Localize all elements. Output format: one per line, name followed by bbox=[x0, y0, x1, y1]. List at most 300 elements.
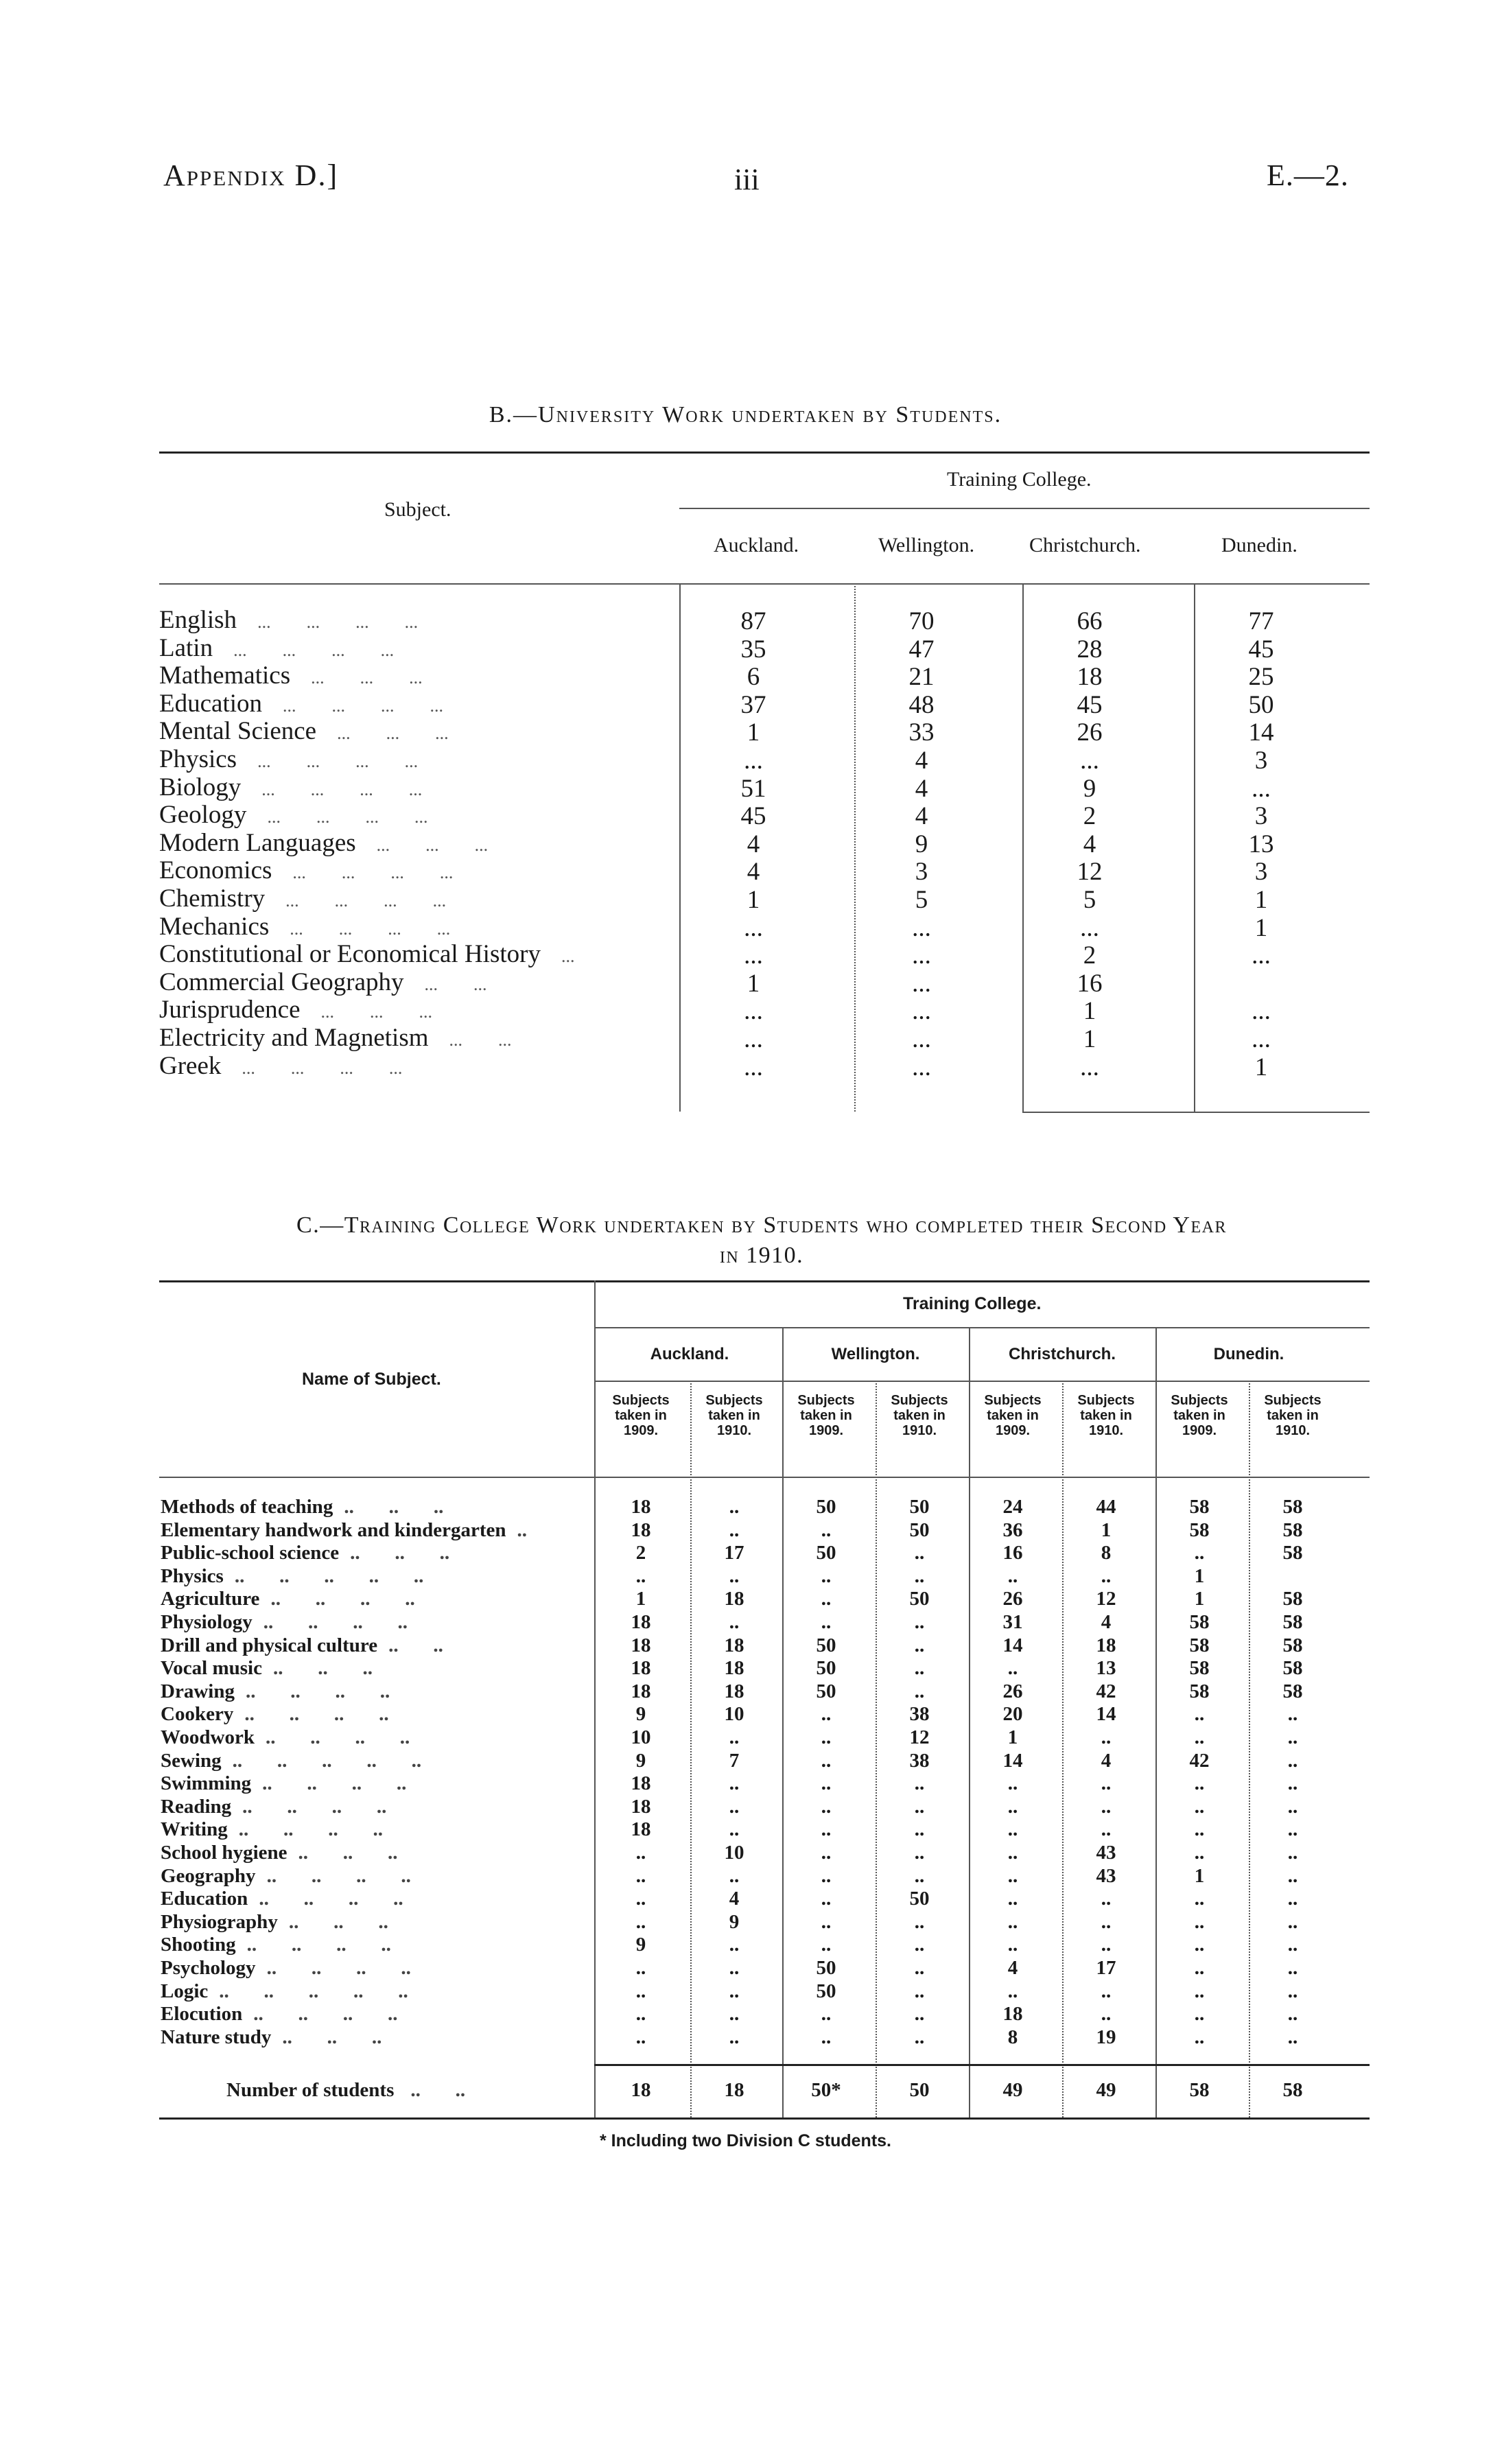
table-b-col-auckland: Auckland. bbox=[714, 534, 799, 556]
row-label: Jurisprudence bbox=[159, 996, 301, 1024]
total-cell: 49 bbox=[1096, 2079, 1116, 2101]
row-label: Physics bbox=[159, 745, 237, 773]
page-header-right: E.—2. bbox=[1267, 159, 1349, 192]
table-cell: ... bbox=[744, 1053, 763, 1081]
table-cell: 9 bbox=[635, 1934, 646, 1956]
table-b-bottom-rule bbox=[1022, 1112, 1370, 1113]
table-cell: .. bbox=[821, 1588, 832, 1610]
table-cell: 18 bbox=[724, 1634, 744, 1656]
table-row bbox=[161, 1842, 398, 1864]
row-leader: ... ... ... bbox=[320, 1002, 432, 1022]
table-cell: 50 bbox=[816, 1980, 836, 2002]
row-label: Physics bbox=[161, 1564, 224, 1587]
page-header-left: Appendix D.] bbox=[163, 159, 339, 192]
table-c-bottom-rule bbox=[159, 2117, 1370, 2120]
table-row bbox=[161, 1496, 443, 1518]
table-cell: .. bbox=[1007, 1888, 1018, 1910]
row-label: Greek bbox=[159, 1051, 222, 1080]
table-cell: .. bbox=[821, 1795, 832, 1818]
table-cell: .. bbox=[1194, 1957, 1205, 1979]
table-cell: 3 bbox=[1254, 858, 1268, 887]
table-cell: 13 bbox=[1248, 830, 1274, 858]
table-cell: 1 bbox=[1194, 1588, 1205, 1610]
table-cell: 12 bbox=[1096, 1588, 1116, 1610]
table-cell: ... bbox=[1252, 774, 1271, 803]
table-row bbox=[161, 1818, 383, 1840]
table-cell: 10 bbox=[724, 1703, 744, 1726]
table-row bbox=[159, 830, 488, 859]
row-leader: .. .. .. bbox=[344, 1496, 444, 1518]
table-cell: ... bbox=[912, 941, 931, 970]
table-cell: 58 bbox=[1282, 1611, 1303, 1633]
table-cell: 35 bbox=[740, 635, 766, 664]
table-row bbox=[161, 2026, 381, 2048]
table-cell: 1 bbox=[747, 718, 760, 747]
table-cell: .. bbox=[1194, 1842, 1205, 1864]
table-cell: 3 bbox=[1254, 747, 1268, 775]
table-row bbox=[161, 1934, 391, 1956]
table-cell: 2 bbox=[1083, 802, 1096, 831]
table-cell: .. bbox=[1287, 1795, 1298, 1818]
table-cell: 16 bbox=[1002, 1542, 1023, 1564]
table-cell: 17 bbox=[1096, 1957, 1116, 1979]
table-cell: .. bbox=[1101, 2003, 1112, 2026]
table-cell: .. bbox=[821, 1564, 832, 1587]
table-b-col-wellington: Wellington. bbox=[878, 534, 975, 556]
table-cell: .. bbox=[1287, 1957, 1298, 1979]
table-cell: 18 bbox=[631, 1611, 651, 1633]
table-cell: 4 bbox=[915, 802, 928, 831]
table-cell: .. bbox=[914, 2026, 925, 2048]
table-c-title-line-1: C.—Training College Work undertaken by Students who completed their Second Year bbox=[296, 1212, 1227, 1238]
table-cell: 58 bbox=[1282, 1542, 1303, 1564]
table-cell: 38 bbox=[909, 1749, 930, 1772]
table-cell: 77 bbox=[1248, 607, 1274, 635]
row-label: Drawing bbox=[161, 1680, 235, 1702]
table-cell: .. bbox=[1287, 1703, 1298, 1726]
row-label: Reading bbox=[161, 1795, 232, 1818]
row-label: Electricity and Magnetism bbox=[159, 1024, 429, 1052]
table-cell: 28 bbox=[1077, 635, 1103, 664]
table-cell: ... bbox=[912, 997, 931, 1026]
table-cell: 9 bbox=[915, 830, 928, 858]
row-leader: ... ... bbox=[449, 1030, 512, 1050]
table-cell: ... bbox=[1080, 747, 1099, 775]
table-cell: .. bbox=[1194, 1888, 1205, 1910]
table-cell: .. bbox=[1194, 1703, 1205, 1726]
table-cell: .. bbox=[914, 1910, 925, 1933]
table-cell: 50 bbox=[816, 1542, 836, 1564]
table-cell: 58 bbox=[1189, 1634, 1210, 1656]
table-cell: 9 bbox=[729, 1910, 740, 1933]
table-cell: 18 bbox=[1077, 663, 1103, 692]
table-row bbox=[159, 1024, 512, 1054]
table-cell: .. bbox=[821, 1703, 832, 1726]
table-cell: 4 bbox=[1101, 1749, 1112, 1772]
table-row bbox=[161, 1634, 443, 1656]
table-cell: .. bbox=[729, 1934, 740, 1956]
row-leader: .. .. .. .. bbox=[238, 1818, 383, 1841]
table-cell: .. bbox=[729, 1795, 740, 1818]
table-cell: .. bbox=[1194, 1934, 1205, 1956]
table-c-title bbox=[165, 1210, 1359, 1271]
table-cell: 4 bbox=[1101, 1611, 1112, 1633]
table-cell: 31 bbox=[1002, 1611, 1023, 1633]
table-cell: 58 bbox=[1189, 1611, 1210, 1633]
row-label: Mathematics bbox=[159, 661, 291, 690]
table-cell: .. bbox=[635, 1864, 646, 1887]
table-cell: .. bbox=[1101, 1910, 1112, 1933]
table-row bbox=[161, 1980, 408, 2002]
table-cell: .. bbox=[635, 2026, 646, 2048]
table-cell: 10 bbox=[631, 1726, 651, 1748]
subjects-1909-header: Subjects taken in 1909. bbox=[984, 1393, 1042, 1438]
table-cell: 14 bbox=[1002, 1634, 1023, 1656]
table-cell: 50 bbox=[816, 1496, 836, 1518]
table-cell: .. bbox=[1101, 1772, 1112, 1795]
table-cell: .. bbox=[914, 1842, 925, 1864]
row-leader: ... ... ... ... bbox=[257, 751, 419, 771]
table-cell: ... bbox=[1252, 1025, 1271, 1053]
table-cell: 58 bbox=[1189, 1518, 1210, 1541]
table-cell: 26 bbox=[1002, 1588, 1023, 1610]
table-cell: 1 bbox=[1083, 997, 1096, 1026]
total-cell: 49 bbox=[1002, 2079, 1023, 2101]
table-cell: 42 bbox=[1189, 1749, 1210, 1772]
college-header: Dunedin. bbox=[1213, 1345, 1284, 1363]
table-cell: 50 bbox=[1248, 690, 1274, 719]
row-label: Education bbox=[161, 1888, 248, 1910]
table-cell: 10 bbox=[724, 1842, 744, 1864]
row-leader: ... ... ... ... bbox=[283, 695, 444, 716]
total-cell: 18 bbox=[724, 2079, 744, 2101]
table-cell: .. bbox=[1287, 1980, 1298, 2002]
row-label: Geography bbox=[161, 1864, 256, 1887]
table-cell: .. bbox=[1101, 1818, 1112, 1841]
row-label: Elocution bbox=[161, 2003, 243, 2026]
table-row bbox=[159, 857, 453, 887]
table-cell: 58 bbox=[1189, 1657, 1210, 1680]
table-cell: 18 bbox=[631, 1818, 651, 1841]
table-cell: 1 bbox=[1194, 1564, 1205, 1587]
table-cell: .. bbox=[821, 1864, 832, 1887]
row-leader: ... ... ... ... bbox=[261, 779, 423, 799]
table-cell: 14 bbox=[1002, 1749, 1023, 1772]
table-cell: 1 bbox=[1194, 1864, 1205, 1887]
table-cell: 18 bbox=[1002, 2003, 1023, 2026]
table-cell: ... bbox=[912, 969, 931, 998]
table-cell: .. bbox=[729, 2026, 740, 2048]
row-leader: .. .. .. .. bbox=[262, 1772, 407, 1795]
table-cell: ... bbox=[744, 913, 763, 942]
table-cell: 1 bbox=[1007, 1726, 1018, 1748]
table-cell: 58 bbox=[1282, 1657, 1303, 1680]
table-cell: 12 bbox=[909, 1726, 930, 1748]
table-cell: 58 bbox=[1282, 1518, 1303, 1541]
total-cell: 58 bbox=[1282, 2079, 1303, 2101]
row-leader: .. bbox=[517, 1518, 528, 1541]
row-label: Physiography bbox=[161, 1910, 278, 1933]
table-cell: 18 bbox=[724, 1680, 744, 1702]
table-cell: .. bbox=[1101, 1564, 1112, 1587]
table-cell: .. bbox=[729, 1564, 740, 1587]
table-cell: .. bbox=[1287, 1934, 1298, 1956]
table-cell: 18 bbox=[724, 1657, 744, 1680]
table-cell: .. bbox=[821, 1772, 832, 1795]
table-cell: 2 bbox=[1083, 941, 1096, 970]
row-label: Public-school science bbox=[161, 1542, 340, 1564]
row-label: Elementary handwork and kindergarten bbox=[161, 1518, 506, 1541]
table-cell: .. bbox=[1007, 1910, 1018, 1933]
table-c-name-header: Name of Subject. bbox=[302, 1370, 441, 1389]
row-leader: ... ... ... ... bbox=[233, 640, 395, 660]
row-label: Sewing bbox=[161, 1749, 222, 1772]
table-cell: .. bbox=[635, 1842, 646, 1864]
table-cell: 18 bbox=[631, 1496, 651, 1518]
table-cell: ... bbox=[1252, 941, 1271, 970]
row-label: Mental Science bbox=[159, 717, 317, 746]
table-cell: .. bbox=[1287, 2026, 1298, 2048]
row-leader: ... ... ... bbox=[311, 668, 423, 688]
row-label: Vocal music bbox=[161, 1657, 262, 1680]
table-cell: ... bbox=[744, 1025, 763, 1053]
table-cell: 42 bbox=[1096, 1680, 1116, 1702]
table-row bbox=[159, 718, 449, 747]
row-leader: ... ... ... ... bbox=[242, 1057, 403, 1078]
table-cell: 50 bbox=[909, 1888, 930, 1910]
table-cell: 18 bbox=[631, 1772, 651, 1795]
row-label: Writing bbox=[161, 1818, 228, 1841]
table-row bbox=[161, 1957, 411, 1979]
row-label: Constitutional or Economical History bbox=[159, 940, 541, 969]
table-cell: 4 bbox=[729, 1888, 740, 1910]
row-label: Chemistry bbox=[159, 884, 266, 913]
table-cell: .. bbox=[914, 2003, 925, 2026]
table-cell: .. bbox=[914, 1634, 925, 1656]
row-label: Cookery bbox=[161, 1703, 234, 1726]
table-cell: 16 bbox=[1077, 969, 1103, 998]
table-cell: ... bbox=[744, 997, 763, 1026]
table-row bbox=[161, 1726, 410, 1748]
table-cell: 50 bbox=[816, 1657, 836, 1680]
row-leader: .. .. .. .. bbox=[246, 1934, 391, 1956]
total-leader: .. .. bbox=[410, 2079, 466, 2101]
row-leader: .. .. .. .. .. bbox=[234, 1564, 424, 1587]
table-cell: .. bbox=[1007, 1934, 1018, 1956]
row-leader: .. .. .. .. .. bbox=[232, 1749, 422, 1772]
table-cell: 4 bbox=[747, 830, 760, 858]
row-label: Logic bbox=[161, 1980, 209, 2002]
table-row bbox=[159, 662, 423, 692]
table-cell: 17 bbox=[724, 1542, 744, 1564]
table-cell: 3 bbox=[1254, 802, 1268, 831]
row-label: Swimming bbox=[161, 1772, 252, 1795]
table-cell: 44 bbox=[1096, 1496, 1116, 1518]
table-cell: 1 bbox=[635, 1588, 646, 1610]
table-row bbox=[159, 801, 427, 831]
table-cell: 26 bbox=[1002, 1680, 1023, 1702]
table-cell: ... bbox=[744, 747, 763, 775]
subjects-1909-header: Subjects taken in 1909. bbox=[797, 1393, 855, 1438]
table-cell: 47 bbox=[908, 635, 935, 664]
table-cell: ... bbox=[912, 1053, 931, 1081]
table-cell: 58 bbox=[1189, 1496, 1210, 1518]
table-row bbox=[161, 2003, 398, 2025]
table-cell: 43 bbox=[1096, 1842, 1116, 1864]
college-header: Christchurch. bbox=[1008, 1345, 1116, 1363]
table-cell: 45 bbox=[1077, 690, 1103, 719]
row-leader: .. .. .. .. bbox=[263, 1611, 408, 1633]
row-label: Agriculture bbox=[161, 1588, 260, 1610]
row-leader: ... ... bbox=[424, 974, 487, 994]
total-label: Number of students bbox=[226, 2079, 395, 2101]
table-cell: .. bbox=[1194, 1910, 1205, 1933]
row-leader: .. .. bbox=[388, 1634, 443, 1656]
table-cell: 19 bbox=[1096, 2026, 1116, 2048]
table-cell: 58 bbox=[1282, 1680, 1303, 1702]
table-cell: .. bbox=[1194, 1542, 1205, 1564]
row-leader: ... ... ... ... bbox=[267, 807, 428, 828]
table-cell: 58 bbox=[1282, 1496, 1303, 1518]
table-row bbox=[159, 746, 418, 775]
table-cell: 50 bbox=[816, 1957, 836, 1979]
row-label: English bbox=[159, 606, 237, 634]
table-b-divider-1 bbox=[679, 583, 681, 1112]
table-cell: ... bbox=[1252, 997, 1271, 1026]
table-row bbox=[161, 1888, 403, 1910]
subjects-1910-header: Subjects taken in 1910. bbox=[1077, 1393, 1135, 1438]
table-cell: 50 bbox=[816, 1634, 836, 1656]
table-c-total-rule bbox=[594, 2064, 1370, 2066]
table-row bbox=[161, 1796, 386, 1818]
table-cell: 43 bbox=[1096, 1864, 1116, 1887]
total-row bbox=[226, 2079, 465, 2101]
table-cell: .. bbox=[1007, 1795, 1018, 1818]
table-c-title-line-2: in 1910. bbox=[719, 1243, 804, 1268]
table-cell: .. bbox=[1194, 1795, 1205, 1818]
table-cell: .. bbox=[1194, 1980, 1205, 2002]
table-cell: .. bbox=[821, 1518, 832, 1541]
table-cell: 1 bbox=[747, 886, 760, 914]
table-cell: 18 bbox=[631, 1680, 651, 1702]
table-cell: 24 bbox=[1002, 1496, 1023, 1518]
table-cell: 58 bbox=[1282, 1588, 1303, 1610]
row-label: Modern Languages bbox=[159, 828, 356, 857]
table-cell: .. bbox=[1194, 1818, 1205, 1841]
table-cell: .. bbox=[914, 1818, 925, 1841]
table-cell: .. bbox=[635, 1957, 646, 1979]
table-cell: .. bbox=[1007, 1657, 1018, 1680]
subjects-1909-header: Subjects taken in 1909. bbox=[612, 1393, 670, 1438]
row-label: Woodwork bbox=[161, 1726, 255, 1748]
table-cell: ... bbox=[912, 1025, 931, 1053]
table-cell: .. bbox=[914, 1934, 925, 1956]
table-cell: .. bbox=[1287, 1888, 1298, 1910]
table-cell: .. bbox=[635, 1910, 646, 1933]
table-cell: .. bbox=[821, 1749, 832, 1772]
table-c-group-header: Training College. bbox=[903, 1294, 1042, 1313]
table-cell: 45 bbox=[1248, 635, 1274, 664]
table-cell: .. bbox=[914, 1980, 925, 2002]
table-cell: .. bbox=[1287, 1864, 1298, 1887]
table-cell: .. bbox=[1194, 1772, 1205, 1795]
table-cell: .. bbox=[1287, 1910, 1298, 1933]
table-cell: .. bbox=[729, 1496, 740, 1518]
table-cell: .. bbox=[821, 2003, 832, 2026]
table-cell: .. bbox=[1287, 1749, 1298, 1772]
table-cell: .. bbox=[729, 1818, 740, 1841]
table-cell: 18 bbox=[724, 1588, 744, 1610]
table-cell: 38 bbox=[909, 1703, 930, 1726]
table-c-footnote: * Including two Division C students. bbox=[599, 2131, 891, 2150]
table-cell: 36 bbox=[1002, 1518, 1023, 1541]
table-cell: 18 bbox=[631, 1634, 651, 1656]
table-cell: 33 bbox=[908, 718, 935, 747]
table-b-group-rule bbox=[679, 508, 1370, 509]
subjects-1910-header: Subjects taken in 1910. bbox=[891, 1393, 948, 1438]
row-leader: .. .. .. bbox=[282, 2026, 382, 2048]
subjects-1909-header: Subjects taken in 1909. bbox=[1171, 1393, 1228, 1438]
table-cell: 3 bbox=[915, 858, 928, 887]
table-row bbox=[161, 1680, 390, 1702]
table-cell: 14 bbox=[1248, 718, 1274, 747]
table-cell: 5 bbox=[915, 886, 928, 914]
table-cell: .. bbox=[1287, 1726, 1298, 1748]
table-cell: .. bbox=[635, 1980, 646, 2002]
table-cell: 13 bbox=[1096, 1657, 1116, 1680]
table-cell: 9 bbox=[635, 1703, 646, 1726]
table-cell: 2 bbox=[635, 1542, 646, 1564]
table-cell: 7 bbox=[729, 1749, 740, 1772]
table-cell: 50 bbox=[816, 1680, 836, 1702]
row-label: Drill and physical culture bbox=[161, 1634, 378, 1656]
table-cell: .. bbox=[729, 1611, 740, 1633]
row-leader: .. .. .. .. bbox=[270, 1588, 415, 1610]
table-row bbox=[159, 941, 574, 970]
table-cell: 1 bbox=[1254, 1053, 1268, 1081]
row-leader: ... ... ... bbox=[337, 723, 449, 744]
table-cell: .. bbox=[821, 1842, 832, 1864]
table-cell: .. bbox=[1287, 1842, 1298, 1864]
table-row bbox=[161, 1703, 389, 1725]
table-cell: .. bbox=[1007, 1864, 1018, 1887]
table-cell: .. bbox=[1101, 1888, 1112, 1910]
table-cell: .. bbox=[729, 1980, 740, 2002]
row-label: Commercial Geography bbox=[159, 967, 404, 996]
table-cell: 45 bbox=[740, 802, 766, 831]
table-row bbox=[161, 1588, 415, 1610]
table-cell: 21 bbox=[908, 663, 935, 692]
table-cell: 20 bbox=[1002, 1703, 1023, 1726]
table-row bbox=[159, 635, 394, 664]
table-cell: 12 bbox=[1077, 858, 1103, 887]
row-label: Physiology bbox=[161, 1611, 253, 1633]
table-cell: 4 bbox=[1007, 1957, 1018, 1979]
table-cell: .. bbox=[729, 1864, 740, 1887]
table-cell: .. bbox=[1194, 2003, 1205, 2026]
table-row bbox=[161, 1542, 449, 1564]
table-cell: 4 bbox=[747, 858, 760, 887]
table-cell: .. bbox=[821, 1888, 832, 1910]
table-cell: 8 bbox=[1101, 1542, 1112, 1564]
table-row bbox=[161, 1772, 406, 1794]
table-row bbox=[159, 996, 432, 1026]
row-label: Education bbox=[159, 689, 263, 718]
table-cell: 87 bbox=[740, 607, 766, 635]
table-cell: .. bbox=[1194, 1726, 1205, 1748]
row-label: School hygiene bbox=[161, 1842, 287, 1864]
table-cell: 1 bbox=[747, 969, 760, 998]
